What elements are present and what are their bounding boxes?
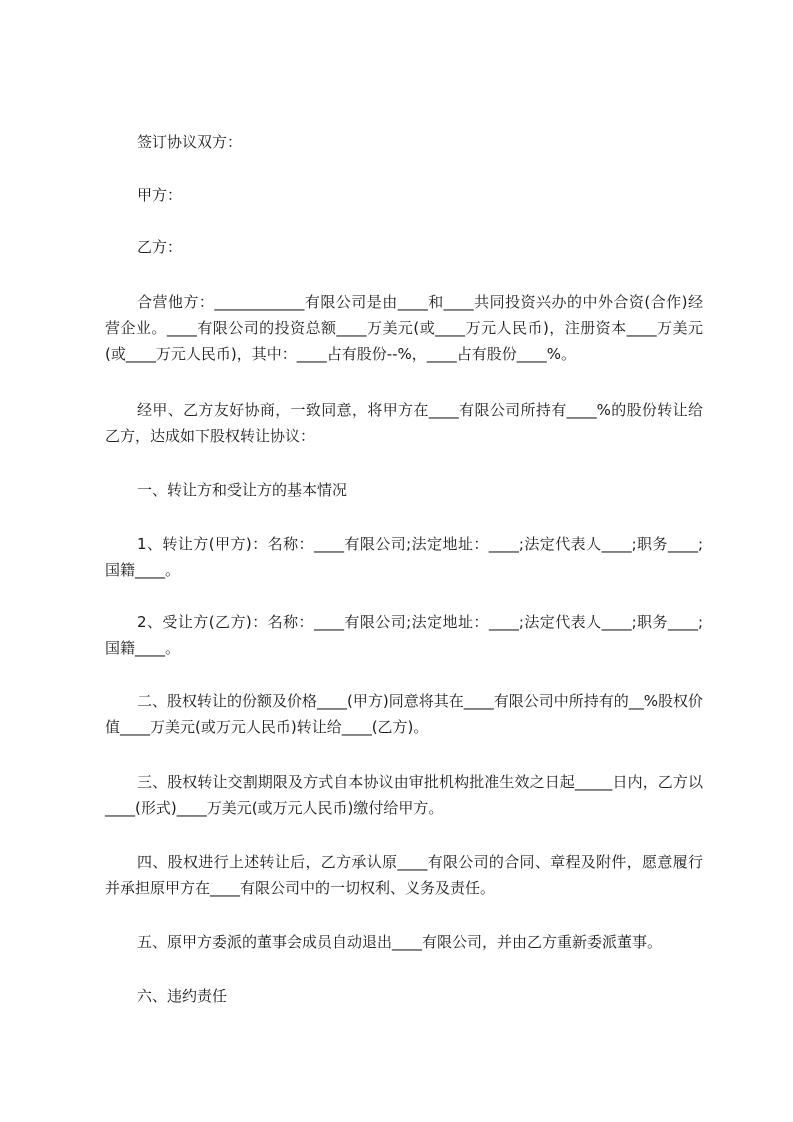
transferor-info: 1、转让方(甲方)：名称：____有限公司;法定地址：____;法定代表人____;职务____;国籍____。 (105, 535, 703, 579)
transferee-info: 2、受让方(乙方)：名称：____有限公司;法定地址：____;法定代表人____;职务____;国籍____。 (105, 613, 703, 657)
section-1-heading: 一、转让方和受让方的基本情况 (137, 481, 348, 499)
section-6-heading: 六、违约责任 (137, 987, 228, 1005)
section-4-paragraph: 四、股权进行上述转让后，乙方承认原____有限公司的合同、章程及附件，愿意履行并承担原甲方在____有限公司中的一切权利、义务及责任。 (105, 853, 703, 897)
section-5-paragraph: 五、原甲方委派的董事会成员自动退出____有限公司，并由乙方重新委派董事。 (137, 933, 663, 951)
party-a-line: 甲方： (137, 186, 183, 204)
agreement-intro-paragraph: 经甲、乙方友好协商，一致同意，将甲方在____有限公司所持有____%的股份转让给乙方，达成如下股权转让协议： (105, 401, 703, 445)
section-3-paragraph: 三、股权转让交割期限及方式自本协议由审批机构批准生效之日起_____日内，乙方以____(形式)____万美元(或万元人民币)缴付给甲方。 (105, 773, 703, 817)
parties-heading: 签订协议双方： (137, 133, 243, 151)
party-b-line: 乙方： (137, 238, 183, 256)
joint-venture-paragraph: 合营他方：____________有限公司是由____和____共同投资兴办的中外合资(合作)经营企业。____有限公司的投资总额____万美元(或____万元人民币)，注册资本____万美元(或____万元人民币)，其中：____占有股份--%，____占有股份____%。 (105, 293, 703, 363)
section-2-paragraph: 二、股权转让的份额及价格____(甲方)同意将其在____有限公司中所持有的__%股权价值____万美元(或万元人民币)转让给____(乙方)。 (105, 692, 703, 736)
